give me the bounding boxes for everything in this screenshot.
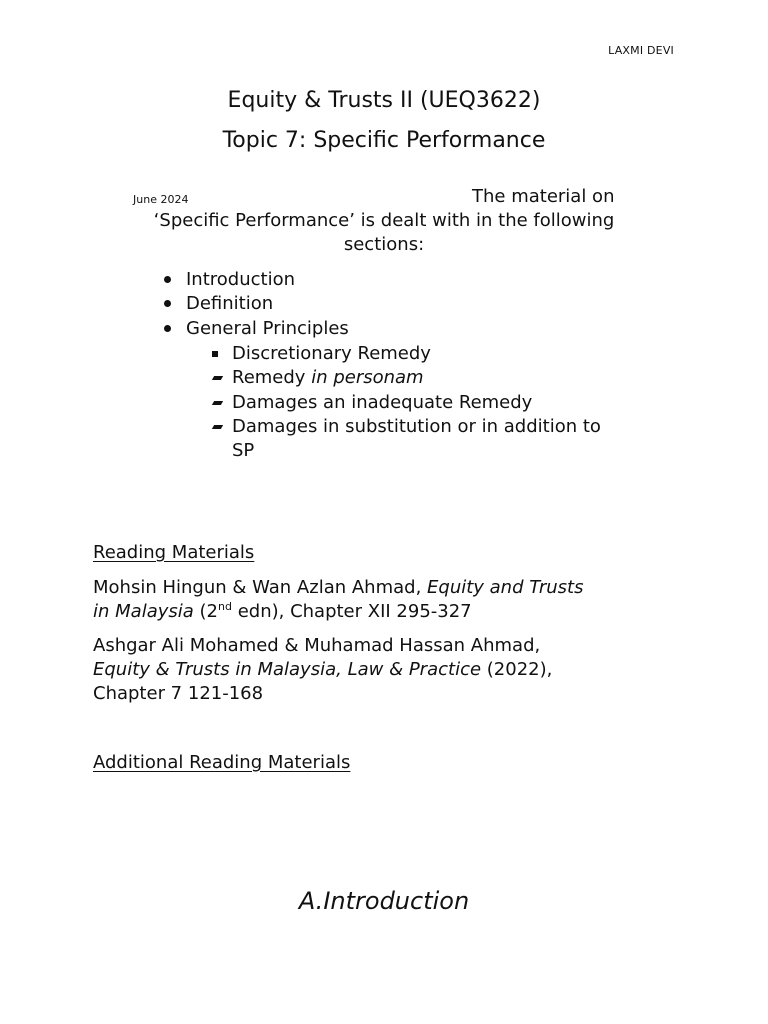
sublist-item-substitution-line-2: SP xyxy=(232,440,255,461)
bullet-dash-icon xyxy=(212,401,223,405)
bullet-dot-icon xyxy=(164,276,171,283)
list-item-general-principles: General Principles xyxy=(186,318,349,339)
reading-materials-heading: Reading Materials xyxy=(93,542,255,563)
sublist-item-in-personam xyxy=(232,366,424,390)
in-personam-prefix: Remedy xyxy=(232,367,312,388)
document-subtitle: Topic 7: Specific Performance xyxy=(222,128,546,153)
bullet-dot-icon xyxy=(164,300,171,307)
bullet-square-icon xyxy=(212,351,218,357)
ref2-chapter: Chapter 7 121-168 xyxy=(93,683,264,704)
ref1-title-a: Equity and Trusts xyxy=(427,577,584,598)
bullet-dash-icon xyxy=(212,376,223,380)
section-a-heading xyxy=(0,887,768,915)
ref2-authors: Ashgar Ali Mohamed & Muhamad Hassan Ahmad, xyxy=(93,635,541,656)
bullet-dash-icon xyxy=(212,425,223,429)
intro-line-2: ‘Specific Performance’ is dealt with in the following xyxy=(153,210,615,231)
ref2-year: (2022), xyxy=(481,659,553,680)
ref1-edition-post: edn), Chapter XII 295-327 xyxy=(231,601,472,622)
sublist-item-inadequate: Damages an inadequate Remedy xyxy=(232,392,533,413)
ref1-authors: Mohsin Hingun & Wan Azlan Ahmad, xyxy=(93,577,428,598)
list-item-definition: Definition xyxy=(186,293,274,314)
sublist-item-substitution-line-1: Damages in substitution or in addition to xyxy=(232,416,601,437)
document-title: Equity & Trusts II (UEQ3622) xyxy=(227,88,541,113)
intro-line-3: sections: xyxy=(343,234,425,255)
intro-line-1: The material on xyxy=(472,186,615,207)
ref1-title-b: in Malaysia xyxy=(93,601,194,622)
in-personam-italic: in personam xyxy=(311,367,424,388)
additional-reading-heading: Additional Reading Materials xyxy=(93,752,351,773)
section-a-title: Introduction xyxy=(323,887,470,915)
ref2-title: Equity & Trusts in Malaysia, Law & Practice xyxy=(93,659,482,680)
sublist-item-discretionary: Discretionary Remedy xyxy=(232,343,431,364)
reference-1 xyxy=(93,576,693,624)
header-author: LAXMI DEVI xyxy=(608,44,674,57)
ref1-edition-pre: (2 xyxy=(193,601,218,622)
ref1-edition-sup: nd xyxy=(218,600,232,613)
document-date: June 2024 xyxy=(133,193,189,206)
reference-2 xyxy=(93,634,693,706)
bullet-dot-icon xyxy=(164,325,171,332)
list-item-introduction: Introduction xyxy=(186,269,296,290)
section-a-letter: A. xyxy=(298,887,324,915)
